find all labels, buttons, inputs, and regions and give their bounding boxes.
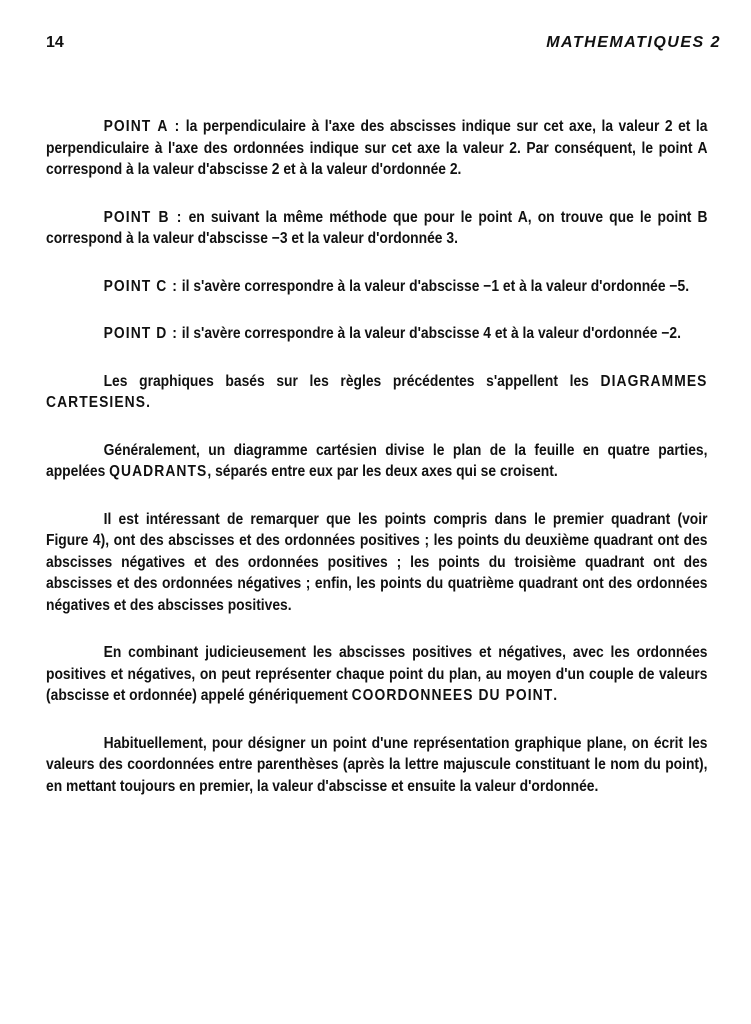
notation-text: Habituellement, pour désigner un point d'une représentation graphique plane, on écrit les valeurs des coordonnées entre parenthèses (après la lettre majuscule constituant le nom du point), en mettant toujours en premier, la valeur d'abscisse et ensuite la valeur d'ordonnée. [46,734,708,795]
point-a-text: la perpendiculaire à l'axe des abscisses indique sur cet axe, la valeur 2 et la perpendiculaire à l'axe des ordonnées indique sur cet axe la valeur 2. Par conséquent, le point A correspond à la valeur d'abscisse 2 et à la valeur d'ordonnée 2. [46,118,708,178]
coordonnees-text-after: . [553,687,558,704]
body-text [46,116,708,823]
page-header [46,34,721,56]
paragraph-point-d [46,323,708,345]
quadrant-signs-text: Il est intéressant de remarquer que les points compris dans le premier quadrant (voir Figure 4), ont des abscisses et des ordonnées positives ; les points du deuxième quadrant ont des abscisses négatives et des ordonnées positives ; les points du troisième quadrant ont des abscisses et des ordonnées négatives ; enfin, les points du quatrième quadrant ont des ordonnées négatives et des abscisses positives. [46,510,708,614]
point-d-text: il s'avère correspondre à la valeur d'abscisse 4 et à la valeur d'ordonnée −2. [177,325,681,342]
quadrants-term: QUADRANTS [109,463,208,480]
paragraph-diagrammes [46,371,708,414]
paragraph-point-a [46,116,708,181]
paragraph-quadrant-signs [46,509,708,617]
diagrammes-term: DIAGRAMMES CARTESIENS [46,372,708,411]
quadrants-text-after: , séparés entre eux par les deux axes qui se croisent. [207,463,558,480]
point-d-label: POINT D : [103,325,178,342]
paragraph-coordonnees [46,642,708,707]
paragraph-point-b [46,207,708,250]
coordonnees-text-before: En combinant judicieusement les abscisses positives et négatives, avec les ordonnées positives et négatives, on peut représenter chaque point du plan, au moyen d'un couple de valeurs (abscisse et ordonnée) appelé génériquement [46,644,708,704]
point-a-label: POINT A : [103,118,181,135]
paragraph-notation [46,733,708,798]
paragraph-quadrants [46,440,708,483]
point-b-label: POINT B : [103,208,183,226]
point-c-text: il s'avère correspondre à la valeur d'abscisse −1 et à la valeur d'ordonnée −5. [177,277,690,295]
diagrammes-text-after: . [146,394,150,411]
page-number: 14 [46,34,64,51]
coordonnees-term: COORDONNEES DU POINT [351,687,554,704]
quadrants-text-before: Généralement, un diagramme cartésien divise le plan de la feuille en quatre parties, appelées [46,441,708,480]
point-c-label: POINT C : [103,277,178,295]
running-title: MATHEMATIQUES 2 [546,34,721,51]
diagrammes-text-before: Les graphiques basés sur les règles précédentes s'appellent les [103,372,601,390]
paragraph-point-c [46,276,708,298]
point-b-text: en suivant la même méthode que pour le point A, on trouve que le point B correspond à la valeur d'abscisse −3 et la valeur d'ordonnée 3. [46,208,708,247]
